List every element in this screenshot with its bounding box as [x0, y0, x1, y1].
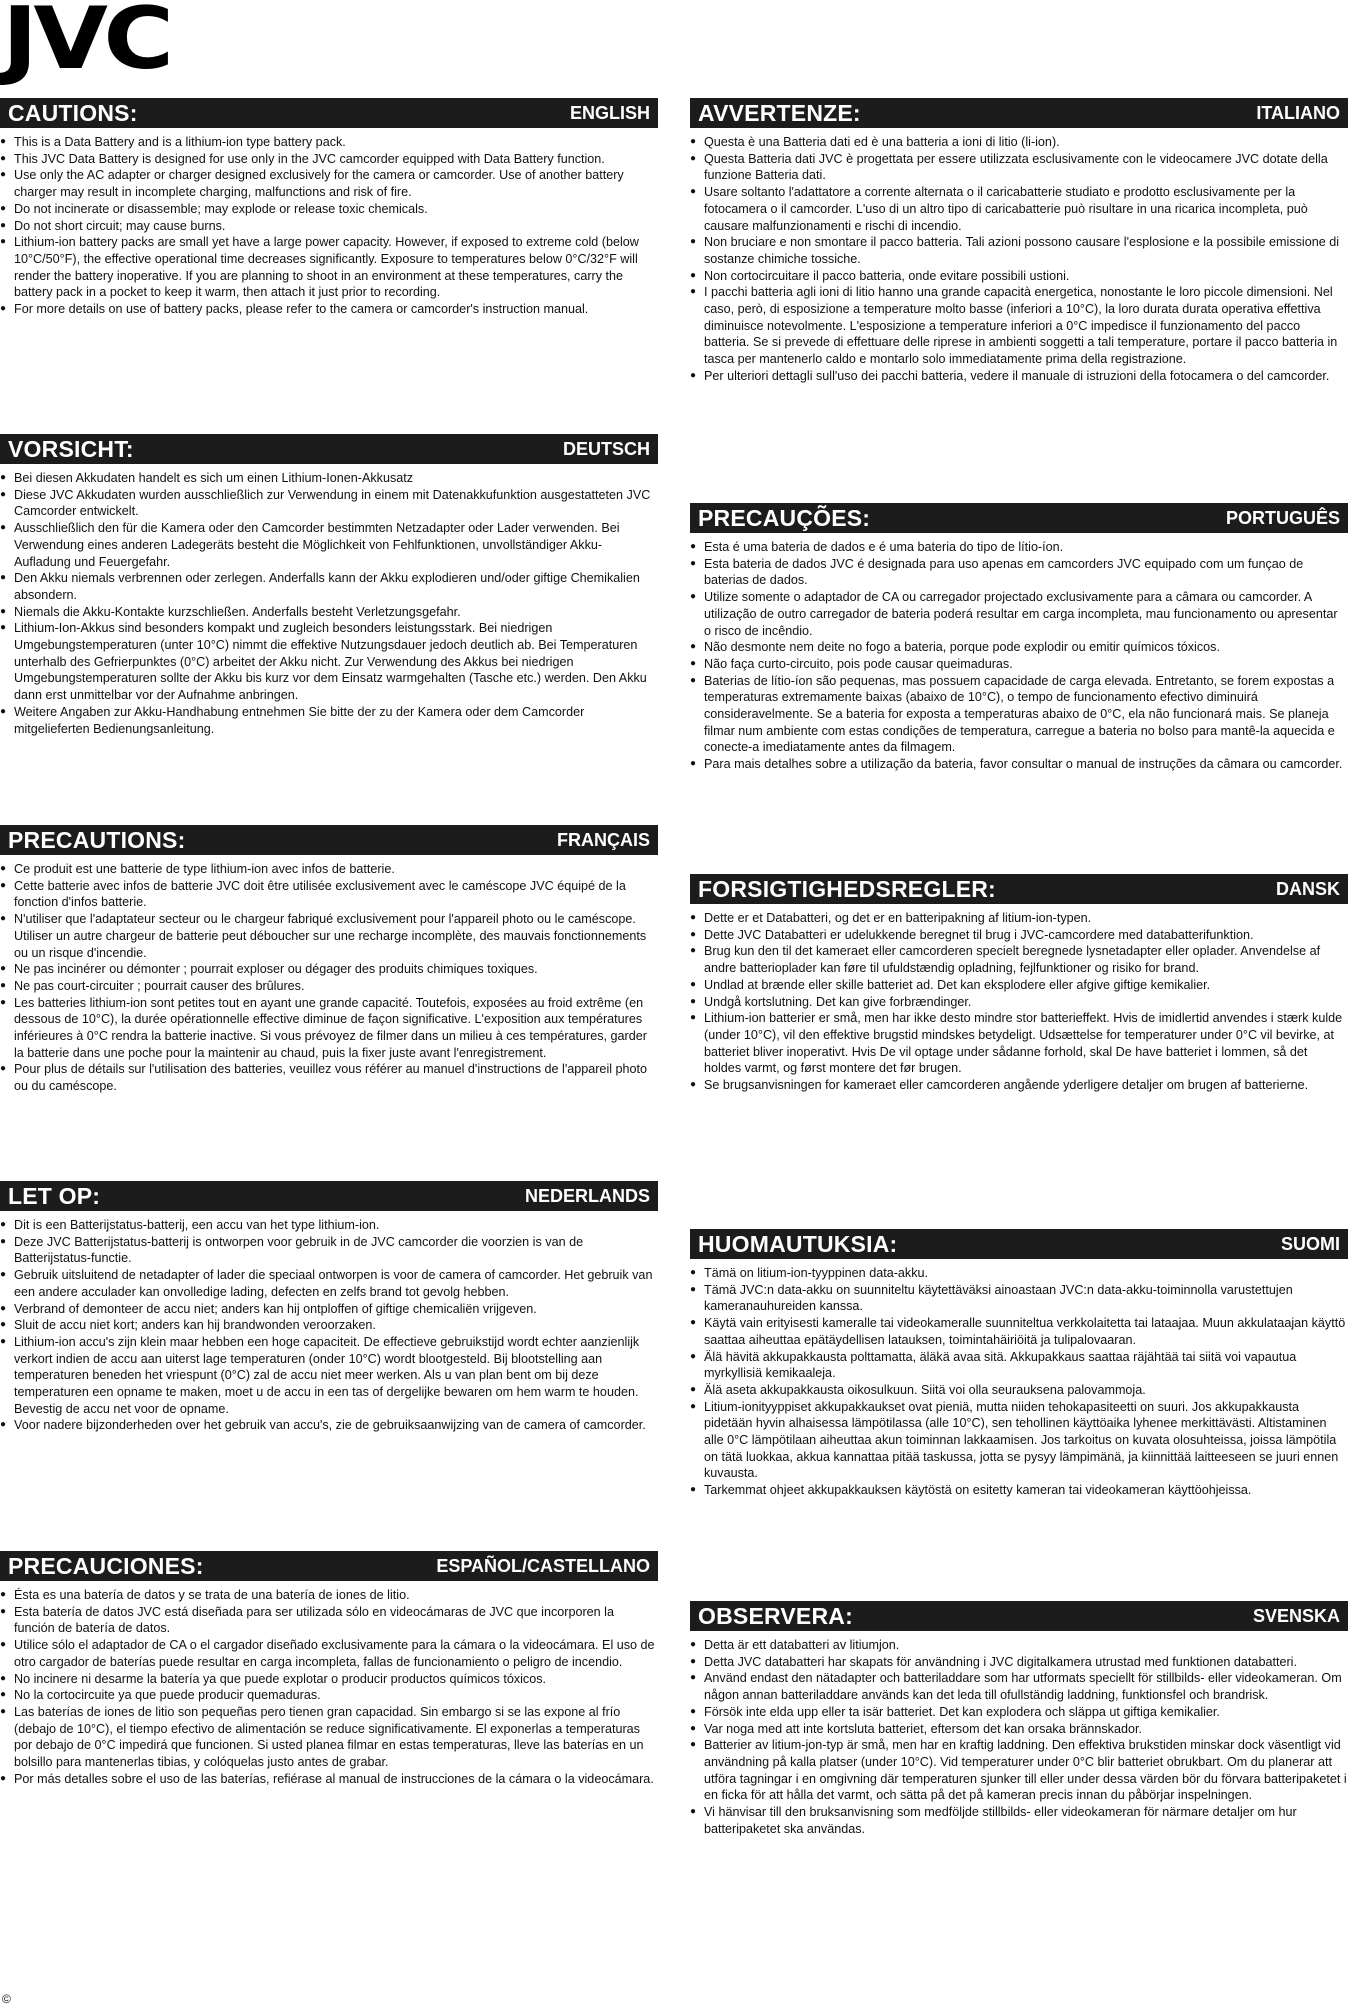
caution-item: ● Batterier av litium-jon-typ är små, men har en kraftig laddning. Den effektiva brukstiden minskar dock väsentligt vid användning på kalla platser (under 10°C). Vid temperaturer under 0°C blir batteriet obrukbart. Om du planerar att utföra tagningar i en omgivning där temperaturen sjunker till eller under dessa värden bör du förvara batteripaketet i en ficka för att hålla det varmt, och sätta på det på kameran precis innan du påbörjar inspelningen. [690, 1737, 1348, 1804]
caution-item: ● This JVC Data Battery is designed for use only in the JVC camcorder equipped with Data Battery function. [0, 151, 658, 168]
caution-list [0, 1217, 658, 1434]
section-language: DEUTSCH [562, 438, 650, 459]
section-language: FRANÇAIS [557, 829, 650, 850]
caution-item: ● Por más detalles sobre el uso de las baterías, refiérase al manual de instrucciones de la cámara o la videocámara. [0, 1771, 658, 1788]
caution-item: ● Litium-ionityyppiset akkupakkaukset ovat pieniä, mutta niiden tehokapasiteetti on suuri. Jos akkupakkausta pidetään hyvin alhaisessa lämpötilassa (alle 10°C), sen tehollinen käyttöaika lyhenee merkittävästi. Altistaminen alle 0°C lämpötilaan aiheuttaa akun toiminnan lakkaamisen. Jos tarkoitus on kuvata olosuhteissa, joissa lämpötila on tätä luokkaa, akkua kannattaa pitää taskussa, jotta se pysyy lämpimänä, ja kiinnittää laitteeseen se juuri ennen kuvausta. [690, 1399, 1348, 1483]
section-language: SVENSKA [1252, 1605, 1340, 1626]
caution-item: ● Não faça curto-circuito, pois pode causar queimaduras. [690, 656, 1348, 673]
section-header [690, 1229, 1348, 1259]
caution-list [0, 1587, 658, 1787]
caution-item: ● N'utiliser que l'adaptateur secteur ou le chargeur fabriqué exclusivement pour l'appareil photo ou le caméscope. Utiliser un autre chargeur de batterie peut déboucher sur une recharge incomplète, des mauvais fonctionnements ou un risque d'incendie. [0, 911, 658, 961]
caution-item: ● Bei diesen Akkudaten handelt es sich um einen Lithium-Ionen-Akkusatz [0, 470, 658, 487]
section-title: FORSIGTIGHEDSREGLER: [698, 875, 996, 902]
caution-item: ● Voor nadere bijzonderheden over het gebruik van accu's, zie de gebruiksaanwijzing van de camera of camcorder. [0, 1417, 658, 1434]
section-title: LET OP: [8, 1182, 101, 1209]
section-title: AVVERTENZE: [698, 99, 861, 126]
caution-item: ● Per ulteriori dettagli sull'uso dei pacchi batteria, vedere il manuale di istruzioni della fotocamera o del camcorder. [690, 368, 1348, 385]
section-language: NEDERLANDS [524, 1185, 650, 1206]
caution-item: ● Lithium-ion battery packs are small yet have a large power capacity. However, if exposed to extreme cold (below 10°C/50°F), the effective operational time decreases significantly. Exposure to temperatures below 0°C/32°F will render the battery inoperative. If you are planning to shoot in an environment at these temperatures, carry the battery pack in a pocket to keep it warm, then attach it just prior to recording. [0, 234, 658, 301]
caution-item: ● This is a Data Battery and is a lithium-ion type battery pack. [0, 134, 658, 151]
caution-item: ● Non bruciare e non smontare il pacco batteria. Tali azioni possono causare l'esplosione e la possibile emissione di sostanze chimiche tossiche. [690, 234, 1348, 267]
caution-item: ● Cette batterie avec infos de batterie JVC doit être utilisée exclusivement avec le caméscope JVC équipé de la fonction d'infos batterie. [0, 878, 658, 911]
section-title: VORSICHT: [8, 435, 134, 462]
caution-list [0, 470, 658, 737]
caution-list [690, 910, 1348, 1094]
caution-item: ● I pacchi batteria agli ioni di litio hanno una grande capacità energetica, nonostante le loro piccole dimensioni. Nel caso, però, di esposizione a temperature molto basse (inferiori a 10°C), la loro durata durata operativa effettiva diminuisce notevolmente. L'esposizione a temperature inferiori a 0°C impedisce il funzionamento del pacco batteria. Se si prevede di effettuare delle riprese in ambienti soggetti a tali temperature, portare il pacco batteria in tasca per mantenerlo caldo e montarlo solo immediatamente prima della registrazione. [690, 284, 1348, 368]
caution-item: ● Tämä JVC:n data-akku on suunniteltu käytettäväksi ainoastaan JVC:n data-akku-toiminnolla varustettujen kameranauhureiden kanssa. [690, 1282, 1348, 1315]
section-nederlands [0, 1181, 658, 1434]
caution-item: ● Lithium-Ion-Akkus sind besonders kompakt und zugleich besonders leistungsstark. Bei niedrigen Umgebungstemperaturen (unter 10°C) nimmt die effektive Nutzungsdauer jedoch deutlich ab. Bei Temperaturen unterhalb des Gefrierpunktes (0°C) arbeitet der Akku nicht. Zur Verwendung des Akkus bei niedrigen Umgebungstemperaturen sollte der Akku bis kurz vor dem Einsatz warmgehalten (Tasche etc.) werden. Den Akku dann erst unmittelbar vor der Aufnahme anbringen. [0, 620, 658, 704]
caution-item: ● Esta é uma bateria de dados e é uma bateria do tipo de lítio-íon. [690, 539, 1348, 556]
section-header [0, 98, 658, 128]
caution-item: ● Para mais detalhes sobre a utilização da bateria, favor consultar o manual de instruções da câmara ou camcorder. [690, 756, 1348, 773]
caution-item: ● Utilice sólo el adaptador de CA o el cargador diseñado exclusivamente para la cámara o la videocámara. El uso de otro cargador de baterías puede resultar en carga incompleta, fallas de funcionamiento o peligro de incendio. [0, 1637, 658, 1670]
section-dansk [690, 874, 1348, 1094]
section-header [690, 98, 1348, 128]
section-header [690, 874, 1348, 904]
section-header [690, 503, 1348, 533]
caution-item: ● No incinere ni desarme la batería ya que puede explotar o producir productos químicos tóxicos. [0, 1671, 658, 1688]
caution-item: ● Använd endast den nätadapter och batteriladdare som har utformats speciellt för stillbilds- eller videokameran. Om någon annan batteriladdare används kan det leda till ofullständig laddning, funktionsfel och brandrisk. [690, 1670, 1348, 1703]
caution-item: ● Älä hävitä akkupakkausta polttamatta, äläkä avaa sitä. Akkupakkaus saattaa räjähtää tai siitä voi vapautua myrkyllisiä kemikaaleja. [690, 1349, 1348, 1382]
caution-item: ● Lithium-ion batterier er små, men har ikke desto mindre stor batterieffekt. Hvis de imidlertid anvendes i stærk kulde (under 10°C), vil den effektive brugstid mindskes betydeligt. Udsættelse for temperaturer under 0°C vil bevirke, at batteriet bliver inoperativt. Hvis De vil optage under sådanne forhold, skal De have batteriet i lommen, så det holdes varmt, og først montere det før brugen. [690, 1010, 1348, 1077]
caution-item: ● Dette er et Databatteri, og det er en batteripakning af litium-ion-typen. [690, 910, 1348, 927]
section-title: PRECAUTIONS: [8, 826, 186, 853]
caution-item: ● Verbrand of demonteer de accu niet; anders kan hij ontploffen of giftige chemicaliën vrijgeven. [0, 1301, 658, 1318]
caution-item: ● For more details on use of battery packs, please refer to the camera or camcorder's instruction manual. [0, 301, 658, 318]
caution-item: ● Tämä on litium-ion-tyyppinen data-akku. [690, 1265, 1348, 1282]
section-language: ENGLISH [569, 102, 650, 123]
caution-item: ● Brug kun den til det kameraet eller camcorderen specielt beregnede lysnetadapter eller oplader. Anvendelse af andre batterioplader kan føre til ufuldstændig opladning, fejlfunktioner og risiko for brand. [690, 943, 1348, 976]
caution-item: ● Do not short circuit; may cause burns. [0, 218, 658, 235]
section-header [0, 1181, 658, 1211]
section-deutsch [0, 434, 658, 737]
caution-item: ● Käytä vain erityisesti kameralle tai videokameralle suunniteltua verkkolaitetta tai lataajaa. Muun akkulataajan käyttö saattaa aiheuttaa epätäydellisen latauksen, toimintahäiriöitä ja tulipalovaaran. [690, 1315, 1348, 1348]
caution-item: ● No la cortocircuite ya que puede producir quemaduras. [0, 1687, 658, 1704]
caution-list [0, 861, 658, 1095]
caution-item: ● Questa è una Batteria dati ed è una batteria a ioni di litio (li-ion). [690, 134, 1348, 151]
caution-item: ● Pour plus de détails sur l'utilisation des batteries, veuillez vous référer au manuel d'instructions de l'appareil photo ou du caméscope. [0, 1061, 658, 1094]
caution-item: ● Utilize somente o adaptador de CA ou carregador projectado exclusivamente para a câmara ou camcorder. A utilização de outro carregador de bateria poderá resultar em carga incompleta, mau funcionamento ou apresentar o risco de incêndio. [690, 589, 1348, 639]
section-header [0, 825, 658, 855]
caution-item: ● Sluit de accu niet kort; anders kan hij brandwonden veroorzaken. [0, 1317, 658, 1334]
caution-item: ● Var noga med att inte kortsluta batteriet, eftersom det kan orsaka brännskador. [690, 1721, 1348, 1738]
caution-item: ● Undlad at brænde eller skille batteriet ad. Det kan eksplodere eller afgive giftige kemikalier. [690, 977, 1348, 994]
caution-list [690, 1265, 1348, 1499]
section-italiano [690, 98, 1348, 385]
copyright-symbol: © [2, 1992, 11, 2006]
caution-item: ● Lithium-ion accu's zijn klein maar hebben een hoge capaciteit. De effectieve gebruikstijd wordt echter aanzienlijk verkort indien de accu aan uiterst lage temperaturen (onder 10°C) wordt blootgesteld. Bij blootstelling aan temperaturen beneden het vriespunt (0°C) zal de accu niet meer werken. Als u van plan bent om bij deze temperaturen een opname te maken, moet u de accu in een tas of dergelijke bewaren om hem warm te houden. Bevestig de accu net voor de opname. [0, 1334, 658, 1418]
caution-item: ● Esta batería de datos JVC está diseñada para ser utilizada sólo en videocámaras de JVC que incorporen la función de batería de datos. [0, 1604, 658, 1637]
caution-item: ● Niemals die Akku-Kontakte kurzschließen. Anderfalls besteht Verletzungsgefahr. [0, 604, 658, 621]
caution-item: ● Esta bateria de dados JVC é designada para uso apenas em camcorders JVC equipado com um funçao de baterias de dados. [690, 556, 1348, 589]
jvc-logo: JVC [2, 0, 170, 89]
caution-item: ● Do not incinerate or disassemble; may explode or release toxic chemicals. [0, 201, 658, 218]
caution-item: ● Ne pas court-circuiter ; pourrait causer des brûlures. [0, 978, 658, 995]
caution-list [690, 134, 1348, 385]
caution-item: ● Den Akku niemals verbrennen oder zerlegen. Anderfalls kann der Akku explodieren und/oder giftige Chemikalien absondern. [0, 570, 658, 603]
caution-item: ● Baterias de lítio-íon são pequenas, mas possuem capacidade de carga elevada. Entretanto, se forem expostas a temperaturas extremamente baixas (abaixo de 10°C), o tempo de funcionamento efectivo diminuirá consideravelmente. Se a bateria for exposta a temperaturas abaixo de 0°C, ela não funcionará mais. Se planeja filmar num ambiente com estas condições de temperatura, carregue a bateria no bolso para mantê-la aquecida e conecte-a imediatamente antes da filmagem. [690, 673, 1348, 757]
section-title: PRECAUCIONES: [8, 1552, 204, 1579]
caution-list [0, 134, 658, 318]
caution-item: ● Deze JVC Batterijstatus-batterij is ontworpen voor gebruik in de JVC camcorder die voorzien is van de Batterijstatus-functie. [0, 1234, 658, 1267]
caution-item: ● Les batteries lithium-ion sont petites tout en ayant une grande capacité. Toutefois, exposées au froid extrême (en dessous de 10°C), la durée opérationnelle effective diminue de façon significative. L'exposition aux températures inférieures à 0°C rendra la batterie inactive. Si vous prévoyez de filmer dans un milieu à ces températures, garder la batterie dans une poche pour la maintenir au chaud, puis la fixer juste avant l'enregistrement. [0, 995, 658, 1062]
caution-item: ● Älä aseta akkupakkausta oikosulkuun. Siitä voi olla seurauksena palovammoja. [690, 1382, 1348, 1399]
section-title: HUOMAUTUKSIA: [698, 1230, 898, 1257]
section-english [0, 98, 658, 318]
caution-item: ● Undgå kortslutning. Det kan give forbrændinger. [690, 994, 1348, 1011]
section-header [0, 434, 658, 464]
caution-item: ● Ésta es una batería de datos y se trata de una batería de iones de litio. [0, 1587, 658, 1604]
caution-item: ● Las baterías de iones de litio son pequeñas pero tienen gran capacidad. Sin embargo si se las expone al frío (debajo de 10°C), el tiempo efectivo de alimentación se reduce significativamente. El exponerlas a temperaturas por debajo de 0°C impedirá que funcionen. Si usted planea filmar en estas temperaturas, lleve las baterías en un bolsillo para mantenerlas tibias, y colóquelas justo antes de grabar. [0, 1704, 658, 1771]
caution-list [690, 539, 1348, 773]
section-header [690, 1601, 1348, 1631]
caution-item: ● Weitere Angaben zur Akku-Handhabung entnehmen Sie bitte der zu der Kamera oder dem Camcorder mitgelieferten Bedienungsanleitung. [0, 704, 658, 737]
section-suomi [690, 1229, 1348, 1499]
caution-item: ● Detta är ett databatteri av litiumjon. [690, 1637, 1348, 1654]
caution-item: ● Ce produit est une batterie de type lithium-ion avec infos de batterie. [0, 861, 658, 878]
section-title: PRECAUÇÕES: [698, 504, 871, 531]
section-svenska [690, 1601, 1348, 1837]
caution-item: ● Ausschließlich den für die Kamera oder den Camcorder bestimmten Netzadapter oder Lader verwenden. Bei Verwendung eines anderen Ladegeräts besteht die Möglichkeit von Fehlfunktionen, unvollständiger Akku-Aufladung und Feuergefahr. [0, 520, 658, 570]
caution-item: ● Dit is een Batterijstatus-batterij, een accu van het type lithium-ion. [0, 1217, 658, 1234]
section-language: SUOMI [1280, 1233, 1340, 1254]
caution-item: ● Non cortocircuitare il pacco batteria, onde evitare possibili ustioni. [690, 268, 1348, 285]
section-language: ESPAÑOL/CASTELLANO [436, 1555, 650, 1576]
caution-item: ● Dette JVC Databatteri er udelukkende beregnet til brug i JVC-camcordere med databatterifunktion. [690, 927, 1348, 944]
section-language: DANSK [1275, 878, 1340, 899]
caution-list [690, 1637, 1348, 1837]
caution-item: ● Use only the AC adapter or charger designed exclusively for the camera or camcorder. Use of another battery charger may result in incomplete charging, malfunctions and risk of fire. [0, 167, 658, 200]
section-francais [0, 825, 658, 1095]
caution-item: ● Försök inte elda upp eller ta isär batteriet. Det kan explodera och släppa ut giftiga kemikalier. [690, 1704, 1348, 1721]
caution-item: ● Vi hänvisar till den bruksanvisning som medföljde stillbilds- eller videokameran för närmare detaljer om hur batteripaketet ska användas. [690, 1804, 1348, 1837]
section-language: ITALIANO [1256, 102, 1340, 123]
caution-item: ● Gebruik uitsluitend de netadapter of lader die speciaal ontworpen is voor de camera of camcorder. Het gebruik van een andere acculader kan onvolledige lading, defecten en zelfs brand tot gevolg hebben. [0, 1267, 658, 1300]
caution-item: ● Questa Batteria dati JVC è progettata per essere utilizzata esclusivamente con le videocamere JVC dotate della funzione Batteria dati. [690, 151, 1348, 184]
caution-item: ● Detta JVC databatteri har skapats för användning i JVC digitalkamera utrustad med funktionen databatteri. [690, 1654, 1348, 1671]
section-language: PORTUGUÊS [1225, 507, 1340, 528]
caution-item: ● Ne pas incinérer ou démonter ; pourrait exploser ou dégager des produits chimiques toxiques. [0, 961, 658, 978]
section-header [0, 1551, 658, 1581]
caution-item: ● Tarkemmat ohjeet akkupakkauksen käytöstä on esitetty kameran tai videokameran käyttöohjeissa. [690, 1482, 1348, 1499]
caution-item: ● Não desmonte nem deite no fogo a bateria, porque pode explodir ou emitir químicos tóxicos. [690, 639, 1348, 656]
section-espanol [0, 1551, 658, 1787]
caution-item: ● Usare soltanto l'adattatore a corrente alternata o il caricabatterie studiato e prodotto esclusivamente per la fotocamera o il camcorder. L'uso di un altro tipo di caricabatterie può risultare in una ricarica incompleta, può causare malfunzionamenti e rischi di incendio. [690, 184, 1348, 234]
section-title: CAUTIONS: [8, 99, 138, 126]
section-title: OBSERVERA: [698, 1602, 853, 1629]
caution-item: ● Se brugsanvisningen for kameraet eller camcorderen angående yderligere detaljer om brugen af batterierne. [690, 1077, 1348, 1094]
section-portugues [690, 503, 1348, 773]
caution-item: ● Diese JVC Akkudaten wurden ausschließlich zur Verwendung in einem mit Datenakkufunktion ausgestatteten JVC Camcorder entwickelt. [0, 487, 658, 520]
